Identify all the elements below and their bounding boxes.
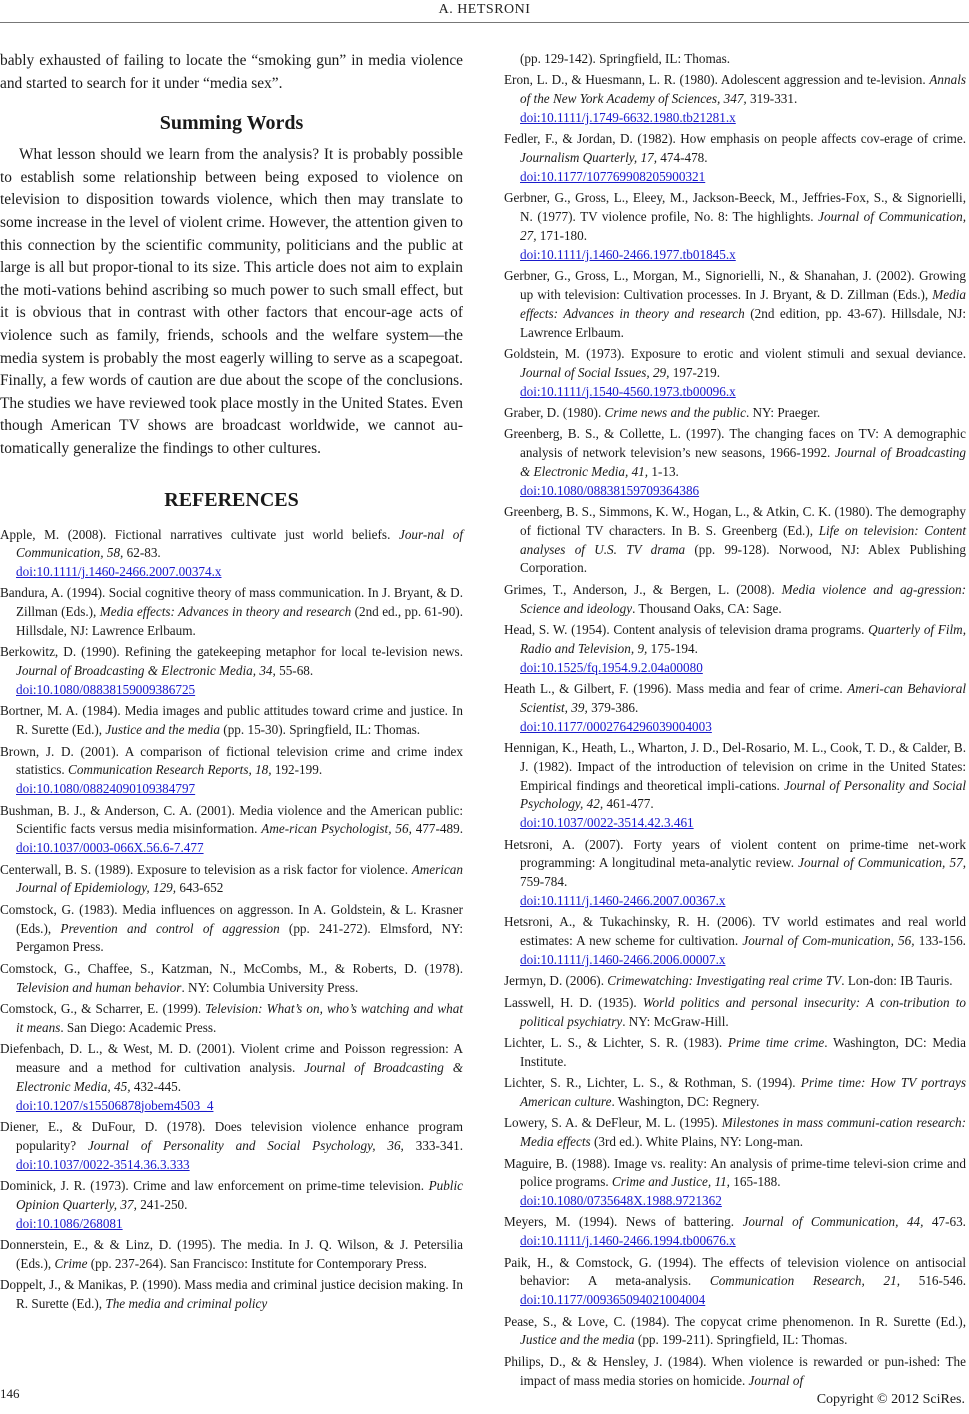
reference-source: Justice and the media bbox=[520, 1332, 635, 1348]
reference-text: 759-784. bbox=[520, 874, 568, 890]
reference-source: Media violence and ag-gression: Science and ideology bbox=[520, 581, 966, 616]
reference-text: Paik, H., & Comstock, G. (1994). The effects of television violence on antisocial behavior: A meta-analysis. bbox=[504, 1254, 966, 1289]
reference-entry bbox=[504, 1155, 966, 1211]
reference-entry bbox=[504, 345, 966, 401]
reference-entry bbox=[504, 1353, 966, 1391]
reference-text: 379-386. bbox=[587, 699, 639, 715]
page-number: 146 bbox=[0, 1386, 20, 1401]
reference-source: Justice and the media bbox=[105, 722, 220, 738]
reference-text: Gerbner, G., Gross, L., Eleey, M., Jackson-Beeck, M., Jeffries-Fox, S., & Signorielli, N. (1977). TV violence profile, No. 8: The highlights. bbox=[504, 190, 966, 225]
reference-source: Journal of Broadcasting & Electronic Media, 45, bbox=[16, 1059, 463, 1094]
reference-text: Doppelt, J., & Manikas, P. (1990). Mass media and criminal justice decision making. In R. Surette (Ed.), bbox=[0, 1277, 463, 1311]
reference-text: (pp. 237-264). San Francisco: Institute for Contemporary Press. bbox=[87, 1255, 427, 1271]
reference-text: Gerbner, G., Gross, L., Morgan, M., Signorielli, N., & Shanahan, J. (2002). Growing up with television: Cultivation processes. In J. Bryant, & D. Zillman (Eds.), bbox=[504, 268, 966, 302]
reference-text: Head, S. W. (1954). Content analysis of television drama programs. bbox=[504, 622, 869, 638]
reference-text: . Lon-don: IB Tauris. bbox=[841, 973, 953, 989]
reference-text: Hennigan, K., Heath, L., Wharton, J. D., Del-Rosario, M. L., Cook, T. D., & Calder, B. J. (1982). Impact of the introduction of television on crime in the United States: Empirical findings and theoretical impli-cations. bbox=[504, 740, 966, 793]
reference-text: Bushman, B. J., & Anderson, C. A. (2001). Media violence and the American public: Scientific facts versus media misinformation. bbox=[0, 802, 463, 837]
reference-entry bbox=[504, 739, 966, 833]
doi-link[interactable]: doi:10.1037/0003-066X.56.6-7.477 bbox=[16, 840, 204, 856]
reference-text: 165-188. bbox=[729, 1174, 781, 1190]
reference-entry bbox=[504, 1074, 966, 1112]
reference-entry bbox=[504, 503, 966, 578]
references-list-right bbox=[504, 50, 966, 1390]
reference-text: Grimes, T., Anderson, J., & Bergen, L. (2008). bbox=[504, 581, 782, 597]
reference-entry bbox=[504, 1034, 966, 1072]
doi-link[interactable]: doi:10.1080/08838159709364386 bbox=[520, 482, 700, 498]
reference-text: (2nd ed., pp. 61-90). Hillsdale, NJ: Lawrence Erlbaum. bbox=[16, 604, 463, 639]
reference-text: (pp. 129-142). Springfield, IL: Thomas. bbox=[520, 51, 730, 66]
reference-entry bbox=[0, 960, 463, 998]
summing-words-heading: Summing Words bbox=[159, 112, 304, 135]
reference-text: 133-156. bbox=[914, 933, 966, 949]
reference-text: Fedler, F., & Jordan, D. (1982). How emphasis on people affects cov-erage of crime. bbox=[504, 131, 966, 147]
reference-entry bbox=[504, 267, 966, 342]
reference-entry bbox=[0, 901, 463, 957]
reference-source: Prime time crime bbox=[727, 1034, 825, 1050]
reference-text: Centerwall, B. S. (1989). Exposure to television as a risk factor for violence. bbox=[0, 861, 412, 877]
doi-link[interactable]: doi:10.1111/j.1460-2466.2007.00367.x bbox=[520, 892, 726, 908]
reference-source: Prime time: How TV portrays American culture bbox=[520, 1075, 967, 1109]
doi-link[interactable]: doi:10.1080/08824090109384797 bbox=[16, 781, 196, 797]
reference-text: 432-445. bbox=[130, 1078, 182, 1094]
reference-source: Journal of bbox=[748, 1372, 804, 1388]
reference-entry bbox=[504, 836, 966, 911]
reference-text: Pease, S., & Love, C. (1984). The copycat crime phenomenon. In R. Surette (Ed.), bbox=[504, 1313, 966, 1329]
reference-text: Graber, D. (1980). bbox=[504, 404, 605, 420]
doi-link[interactable]: doi:10.1111/j.1540-4560.1973.tb00096.x bbox=[520, 383, 736, 399]
reference-source: Media effects: Advances in theory and research bbox=[520, 286, 966, 321]
reference-source: Crime bbox=[54, 1255, 88, 1271]
reference-text: . San Diego: Academic Press. bbox=[60, 1019, 217, 1035]
reference-text: Donnerstein, E., & & Linz, D. (1995). The media. In J. Q. Wilson, & J. Petersilia (Eds.), bbox=[0, 1236, 463, 1271]
reference-text: (pp. 99-128). Norwood, NJ: Ablex Publishing Corporation. bbox=[520, 541, 966, 576]
reference-text: Diener, E., & DuFour, D. (1978). Does television violence enhance program popularity? bbox=[0, 1118, 463, 1153]
reference-text: . Washington, DC: Regnery. bbox=[611, 1093, 760, 1109]
reference-entry bbox=[0, 743, 463, 799]
reference-text: Comstock, G., & Scharrer, E. (1999). bbox=[0, 1000, 206, 1016]
reference-text: Eron, L. D., & Huesmann, L. R. (1980). Adolescent aggression and te-levision. bbox=[504, 72, 930, 88]
doi-link[interactable]: doi:10.1177/107769908205900321 bbox=[520, 168, 706, 184]
reference-text: Berkowitz, D. (1990). Refining the gatekeeping metaphor for local te-levision news. bbox=[0, 644, 463, 660]
reference-source: Prevention and control of aggression bbox=[60, 920, 280, 936]
reference-text: Apple, M. (2008). Fictional narratives cultivate just world beliefs. bbox=[0, 526, 399, 542]
reference-source: Journal of Personality and Social Psychology, 42, bbox=[520, 777, 967, 812]
left-column bbox=[0, 50, 463, 1316]
reference-text: 319-331. bbox=[746, 91, 798, 107]
reference-entry bbox=[0, 1177, 463, 1233]
reference-text: Diefenbach, D. L., & West, M. D. (2001). Violent crime and Poisson regression: A measure and a method for cultivation analysis. bbox=[0, 1041, 463, 1075]
running-header: A. HETSRONI bbox=[438, 2, 531, 17]
reference-entry bbox=[504, 972, 966, 991]
reference-source: Public Opinion Quarterly, 37, bbox=[16, 1177, 463, 1212]
reference-text: Comstock, G. (1983). Media influences on aggresson. In A. Goldstein, & L. Krasner (Eds.), bbox=[0, 901, 463, 936]
reference-entry bbox=[0, 861, 463, 899]
reference-entry bbox=[504, 680, 966, 736]
reference-entry bbox=[504, 71, 966, 127]
reference-source: Journal of Broadcasting & Electronic Media, 41, bbox=[520, 445, 966, 479]
reference-text: Goldstein, M. (1973). Exposure to erotic and violent stimuli and sexual deviance. bbox=[504, 345, 966, 361]
reference-source: Life on television: Content analyses of U.S. TV drama bbox=[520, 522, 966, 557]
reference-source: The media and criminal policy bbox=[105, 1295, 268, 1311]
reference-text: (3rd ed.). White Plains, NY: Long-man. bbox=[590, 1134, 804, 1150]
reference-text: Lasswell, H. D. (1935). bbox=[504, 994, 643, 1010]
doi-link[interactable]: doi:10.1037/0022-3514.36.3.333 bbox=[16, 1156, 190, 1172]
reference-text: Greenberg, B. S., & Collette, L. (1997). The changing faces on TV: A demographic analysis of network television’s new seasons, 1966-1992. bbox=[504, 426, 966, 461]
doi-link[interactable]: doi:10.1111/j.1749-6632.1980.tb21281.x bbox=[520, 109, 736, 125]
reference-text: Bortner, M. A. (1984). Media images and public attitudes toward crime and justice. In R. Surette (Ed.), bbox=[0, 703, 463, 738]
reference-text: 643-652 bbox=[176, 880, 224, 896]
reference-entry bbox=[504, 1114, 966, 1152]
reference-entry bbox=[0, 584, 463, 640]
reference-source: Journal of Communication, 44, bbox=[742, 1214, 924, 1230]
reference-entry bbox=[504, 913, 966, 969]
reference-source: Jour-nal of Communication, 58, bbox=[16, 526, 463, 561]
references-heading: REFERENCES bbox=[164, 488, 299, 511]
doi-link[interactable]: doi:10.1207/s15506878jobem4503_4 bbox=[16, 1097, 214, 1113]
reference-text: Hetsroni, A. (2007). Forty years of violent content on prime-time net-work programming: A longitudinal meta-analytic review. bbox=[504, 836, 966, 871]
doi-link[interactable]: doi:10.1111/j.1460-2466.2006.00007.x bbox=[520, 951, 726, 967]
reference-source: Crimewatching: Investigating real crime TV bbox=[607, 973, 842, 989]
reference-entry bbox=[0, 643, 463, 699]
reference-text: . NY: Praeger. bbox=[745, 404, 821, 420]
reference-text: . NY: McGraw-Hill. bbox=[622, 1013, 729, 1029]
reference-text: 47-63. bbox=[923, 1214, 966, 1230]
reference-text: Dominick, J. R. (1973). Crime and law enforcement on prime-time television. bbox=[0, 1177, 429, 1193]
reference-source: Television and human behavior bbox=[16, 979, 182, 995]
summing-paragraph: What lesson should we learn from the analysis? It is probably possible to establish some relationship between being exposed to violence on television to disposition towards violence, which then may translate to some increase in the level of violent crime. However, the attention given to this connection by the scientific community, politicians and the public at large is all but propor-tional to its size. This article does not aim to explain the moti-vations behind ascribing so much power to such small effect, but it is obvious that in contrast with other factors that encour-age acts of violence such as family, friends, schools and the welfare system—the media system is probably the most eagerly willing to serve as a scapegoat. Finally, a few words of caution are due about the scope of the conclusions. The studies we have reviewed took place mostly in the United States. Even though American TV shows are broadcast worldwide, we cannot au-tomatically generalize the findings to other cultures. bbox=[0, 146, 463, 457]
reference-text: Maguire, B. (1988). Image vs. reality: An analysis of prime-time televi-sion crime and police programs. bbox=[504, 1155, 966, 1190]
reference-text: Lichter, S. R., Lichter, L. S., & Rothman, S. (1994). bbox=[504, 1075, 801, 1091]
reference-source: Ameri-can Behavioral Scientist, 39, bbox=[520, 681, 966, 715]
reference-entry bbox=[504, 994, 966, 1032]
reference-source: Communication Research, 21, bbox=[709, 1273, 900, 1289]
reference-text: Jermyn, D. (2006). bbox=[504, 973, 608, 989]
reference-source: Crime news and the public bbox=[604, 404, 746, 420]
reference-entry bbox=[504, 425, 966, 500]
doi-link[interactable]: doi:10.1037/0022-3514.42.3.461 bbox=[520, 815, 694, 831]
reference-text: . Thousand Oaks, CA: Sage. bbox=[632, 600, 782, 616]
reference-text: 55-68. bbox=[275, 663, 314, 679]
reference-entry bbox=[0, 1040, 463, 1115]
reference-text: 175-194. bbox=[647, 640, 698, 656]
reference-text: 241-250. bbox=[136, 1196, 188, 1212]
reference-text: (pp. 241-272). Elmsford, NY: Pergamon Press. bbox=[16, 920, 463, 955]
reference-source: Journal of Communication, 27, bbox=[520, 209, 966, 243]
doi-link[interactable]: doi:10.1111/j.1460-2466.2007.00374.x bbox=[16, 564, 222, 580]
reference-entry bbox=[504, 581, 966, 619]
reference-source: Ame-rican Psychologist, 56, bbox=[261, 821, 412, 837]
reference-entry bbox=[0, 526, 463, 582]
reference-entry bbox=[504, 404, 966, 423]
doi-link[interactable]: doi:10.1177/009365094021004004 bbox=[520, 1292, 706, 1308]
reference-text: (pp. 199-211). Springfield, IL: Thomas. bbox=[634, 1332, 848, 1348]
reference-text: (pp. 15-30). Springfield, IL: Thomas. bbox=[220, 722, 421, 738]
reference-source: Journal of Personality and Social Psychology, 36, bbox=[87, 1137, 404, 1153]
reference-entry bbox=[0, 802, 463, 858]
reference-source: Milestones in mass communi-cation research: Media effects bbox=[520, 1115, 967, 1150]
reference-source: Crime and Justice, 11, bbox=[611, 1174, 730, 1190]
reference-entry bbox=[504, 1313, 966, 1351]
reference-entry bbox=[0, 1236, 463, 1274]
reference-source: Journal of Com-munication, 56, bbox=[742, 933, 915, 949]
reference-text: Bandura, A. (1994). Social cognitive theory of mass communication. In J. Bryant, & D. Zillman (Eds.), bbox=[0, 585, 463, 620]
reference-entry bbox=[504, 1213, 966, 1251]
doi-link[interactable]: doi:10.1111/j.1460-2466.1977.tb01845.x bbox=[520, 246, 736, 262]
reference-source: American Journal of Epidemiology, 129, bbox=[16, 861, 463, 896]
doi-link[interactable]: doi:10.1080/08838159009386725 bbox=[16, 682, 196, 698]
reference-source: Media effects: Advances in theory and research bbox=[99, 604, 352, 620]
reference-entry bbox=[0, 1118, 463, 1174]
reference-text: 192-199. bbox=[271, 762, 323, 778]
reference-text: Meyers, M. (1994). News of battering. bbox=[504, 1214, 743, 1230]
doi-link[interactable]: doi:10.1111/j.1460-2466.1994.tb00676.x bbox=[520, 1233, 736, 1249]
doi-link[interactable]: doi:10.1525/fq.1954.9.2.04a00080 bbox=[520, 659, 703, 675]
reference-entry bbox=[0, 1276, 463, 1314]
reference-entry bbox=[0, 702, 463, 740]
right-column bbox=[504, 50, 966, 1393]
reference-entry bbox=[504, 189, 966, 264]
reference-source: Journal of Communication, 57, bbox=[798, 855, 966, 871]
intro-paragraph: bably exhausted of failing to locate the “smoking gun” in media violence and started to search for it under “media sex”. bbox=[0, 52, 463, 92]
reference-text: Hetsroni, A., & Tukachinsky, R. H. (2006). TV world estimates and real world estimates: A new scheme for cultivation. bbox=[504, 914, 966, 949]
reference-text: Comstock, G., Chaffee, S., Katzman, N., McCombs, M., & Roberts, D. (1978). bbox=[0, 960, 463, 976]
reference-text: 1-13. bbox=[648, 463, 679, 479]
reference-entry bbox=[0, 1000, 463, 1038]
reference-text: Brown, J. D. (2001). A comparison of fictional television crime and crime index statistics. bbox=[0, 743, 463, 778]
reference-text: Philips, D., & & Hensley, J. (1984). When violence is rewarded or pun-ished: The impact of mass media stories on homicide. bbox=[504, 1353, 966, 1388]
reference-entry bbox=[504, 130, 966, 186]
reference-text: (2nd edition, pp. 43-67). Hillsdale, NJ: Lawrence Erlbaum. bbox=[520, 305, 966, 340]
reference-text: 333-341. bbox=[403, 1137, 463, 1153]
reference-text: 197-219. bbox=[669, 364, 721, 380]
reference-text: 477-489. bbox=[411, 821, 463, 837]
reference-source: Journal of Social Issues, 29, bbox=[520, 364, 670, 380]
copyright-notice: Copyright © 2012 SciRes. bbox=[816, 1392, 965, 1407]
reference-text: 516-546. bbox=[900, 1273, 966, 1289]
reference-text: 461-477. bbox=[603, 796, 654, 812]
reference-text: Heath L., & Gilbert, F. (1996). Mass media and fear of crime. bbox=[504, 681, 848, 697]
reference-text: Lichter, L. S., & Lichter, S. R. (1983). bbox=[504, 1034, 728, 1050]
reference-text: . Washington, DC: Media Institute. bbox=[520, 1034, 967, 1069]
reference-text: 171-180. bbox=[536, 227, 588, 243]
reference-text: Greenberg, B. S., Simmons, K. W., Hogan, L., & Atkin, C. K. (1980). The demography of fictional TV characters. In B. S. Greenberg (Ed.), bbox=[504, 504, 966, 538]
reference-source: Television: What’s on, who’s watching and what it means bbox=[16, 1000, 463, 1035]
reference-source: Communication Research Reports, 18, bbox=[68, 762, 272, 778]
reference-entry bbox=[504, 621, 966, 677]
reference-text: 474-478. bbox=[657, 150, 708, 166]
doi-link[interactable]: doi:10.1086/268081 bbox=[16, 1215, 123, 1231]
reference-source: Journalism Quarterly, 17, bbox=[520, 150, 657, 166]
doi-link[interactable]: doi:10.1080/0735648X.1988.9721362 bbox=[520, 1193, 722, 1209]
header-rule bbox=[0, 22, 969, 23]
reference-text: 62-83. bbox=[123, 545, 161, 561]
references-list-left bbox=[0, 526, 463, 1314]
reference-source: Annals of the New York Academy of Sciences, 347, bbox=[520, 72, 966, 107]
reference-source: Quarterly of Film, Radio and Television, 9, bbox=[520, 622, 966, 656]
reference-text: . NY: Columbia University Press. bbox=[181, 979, 359, 995]
reference-entry bbox=[504, 50, 966, 69]
reference-entry bbox=[504, 1254, 966, 1310]
reference-text: Lowery, S. A. & DeFleur, M. L. (1995). bbox=[504, 1115, 722, 1131]
reference-source: Journal of Broadcasting & Electronic Media, 34, bbox=[16, 663, 276, 679]
reference-source: World politics and personal insecurity: A con-tribution to political psychiatry bbox=[520, 994, 966, 1029]
doi-link[interactable]: doi:10.1177/0002764296039004003 bbox=[520, 718, 712, 734]
